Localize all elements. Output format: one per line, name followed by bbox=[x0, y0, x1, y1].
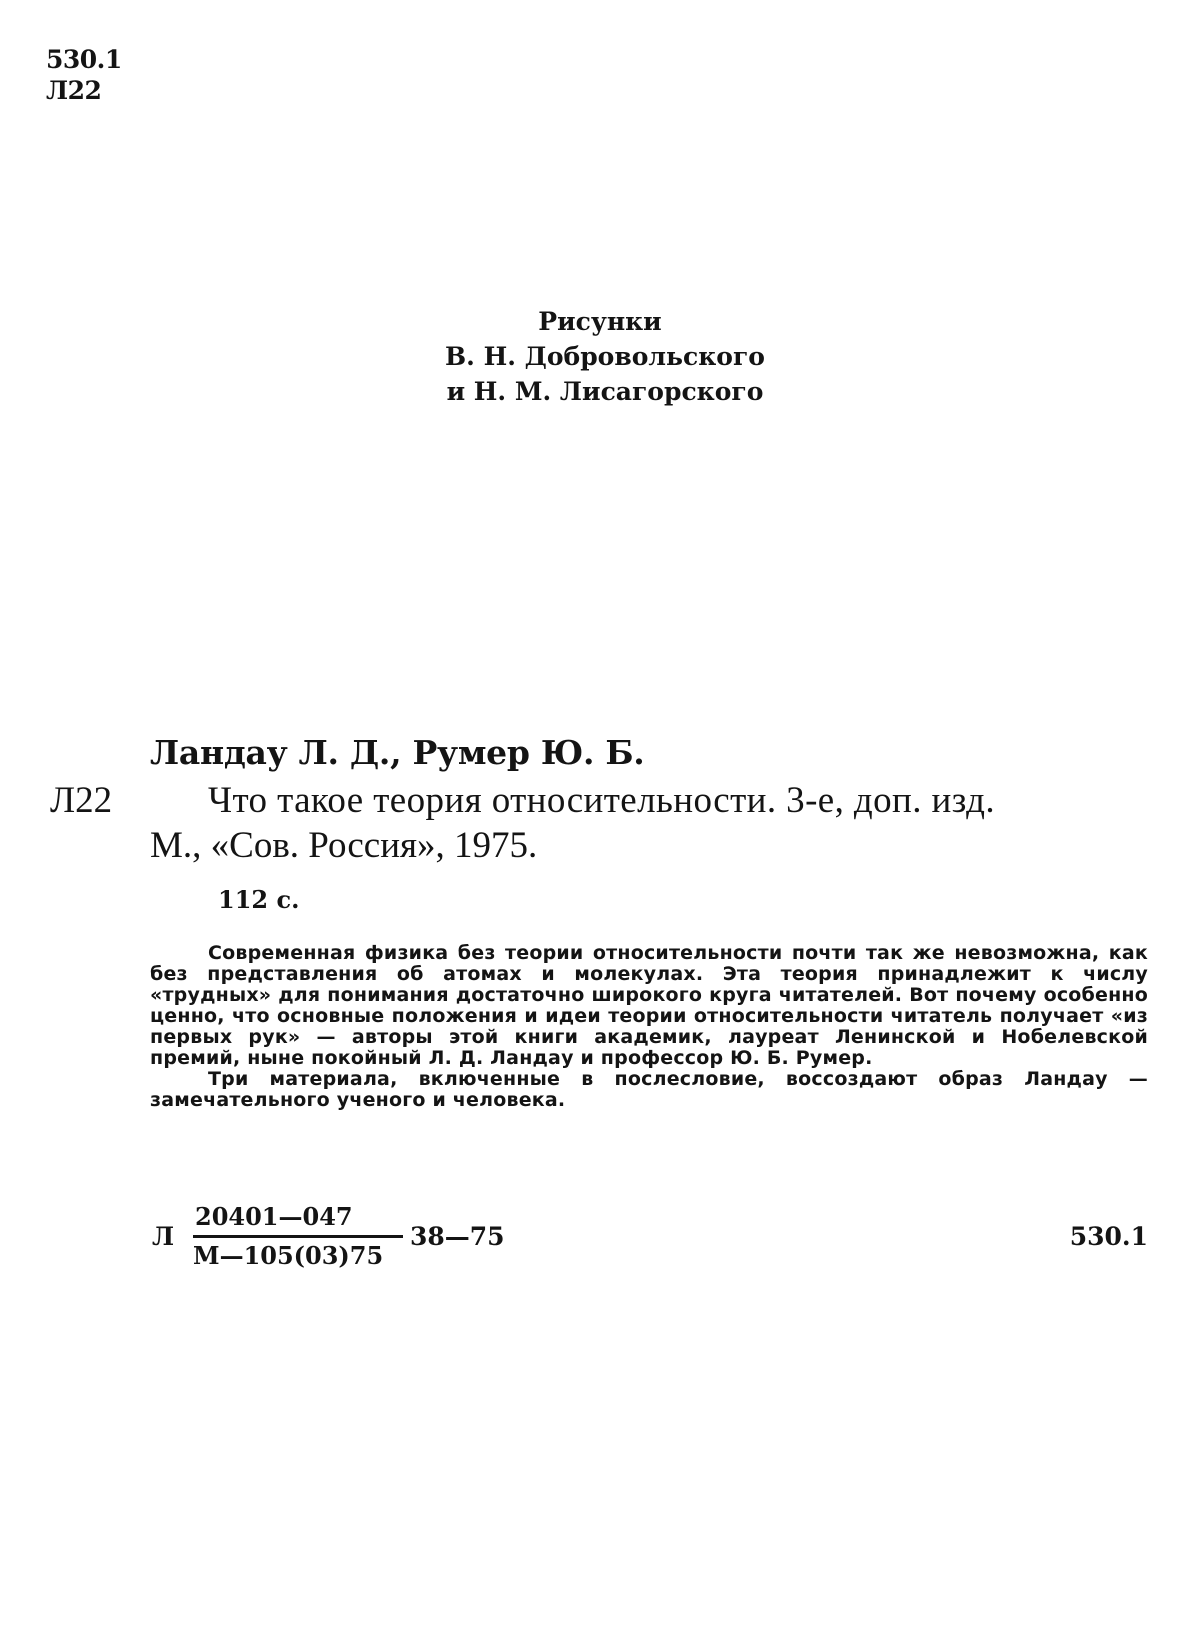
index-fraction bbox=[193, 1203, 403, 1270]
card-pages: 112 с. bbox=[218, 885, 300, 914]
index-numerator: 20401—047 bbox=[195, 1202, 353, 1231]
index-letter: Л bbox=[152, 1222, 175, 1251]
credits-illustrator-1: В. Н. Добровольского bbox=[445, 342, 765, 371]
card-title: Что такое теория относительности. 3-е, доп. изд. bbox=[208, 780, 995, 821]
annotation-paragraph-2: Три материала, включенные в послесловие, воссоздают образ Ландау — замечательного ученого и человека. bbox=[150, 1068, 1148, 1111]
card-publisher: М., «Сов. Россия», 1975. bbox=[150, 825, 538, 866]
udc-block bbox=[46, 44, 122, 106]
author-code: Л22 bbox=[46, 76, 102, 105]
annotation-paragraph-1: Современная физика без теории относительности почти так же невозможна, как без представления об атомах и молекулах. Эта теория принадлежит к числу «трудных» для понимания достаточно широкого круга читателей. Вот почему особенно ценно, что основные положения и идеи теории относительности читатель получает «из первых рук» — авторы этой книги академик, лауреат Ленинской и Нобелевской премий, ныне покойный Л. Д. Ландау и профессор Ю. Б. Румер. bbox=[150, 942, 1148, 1069]
card-authors: Ландау Л. Д., Румер Ю. Б. bbox=[150, 733, 645, 772]
udc-number: 530.1 bbox=[46, 45, 122, 74]
card-author-code: Л22 bbox=[50, 780, 113, 821]
annotation bbox=[150, 943, 1148, 1111]
index-udc: 530.1 bbox=[1069, 1222, 1148, 1251]
illustrations-credits bbox=[0, 304, 1200, 409]
credits-illustrator-2: и Н. М. Лисагорского bbox=[446, 377, 764, 406]
index-denominator: М—105(03)75 bbox=[193, 1241, 384, 1270]
credits-heading: Рисунки bbox=[538, 307, 662, 336]
fraction-line bbox=[193, 1235, 403, 1238]
index-suffix: 38—75 bbox=[410, 1222, 505, 1251]
